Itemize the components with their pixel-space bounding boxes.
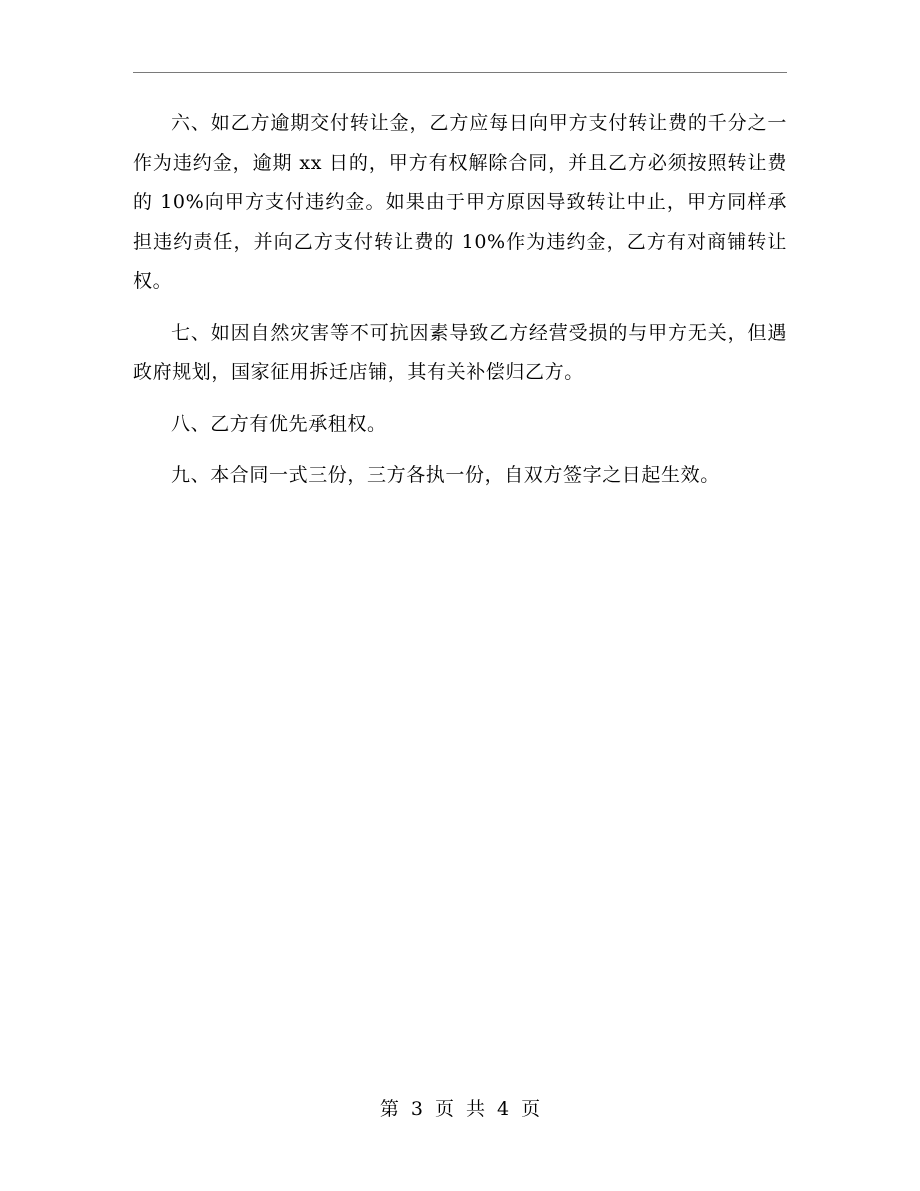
clause-7: 七、如因自然灾害等不可抗因素导致乙方经营受损的与甲方无关，但遇政府规划，国家征用拆迁店铺，其有关补偿归乙方。 (133, 321, 787, 383)
document-body (133, 104, 787, 508)
clause-8: 八、乙方有优先承租权。 (171, 412, 387, 435)
clause-6: 六、如乙方逾期交付转让金，乙方应每日向甲方支付转让费的千分之一作为违约金，逾期 xx 日的，甲方有权解除合同，并且乙方必须按照转让费的 10%向甲方支付违约金。如果由于甲方原因导致转让中止，甲方同样承担违约责任，并向乙方支付转让费的 10%作为违约金，乙方有对商铺转让权。 (133, 112, 787, 292)
clause-9: 九、本合同一式三份，三方各执一份，自双方签字之日起生效。 (171, 464, 720, 486)
page-number-footer: 第 3 页 共 4 页 (379, 1098, 541, 1120)
header-rule (133, 72, 787, 73)
